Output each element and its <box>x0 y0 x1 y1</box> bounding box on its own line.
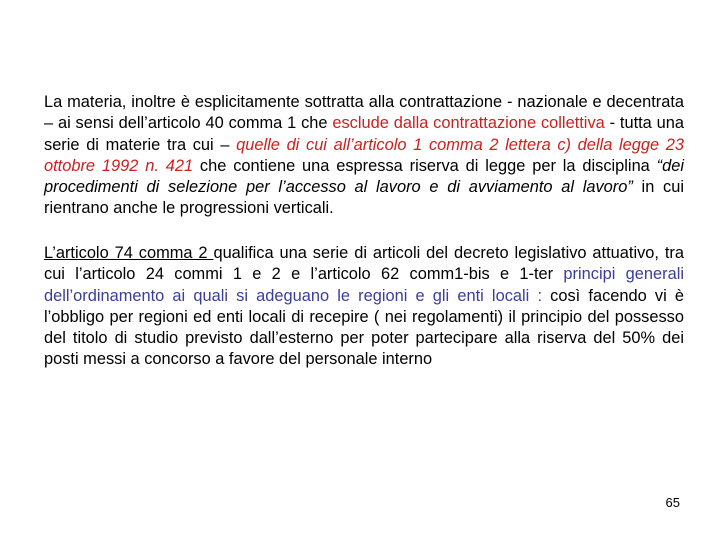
page-number: 65 <box>665 495 680 510</box>
para1-text-3: che contiene una espressa riserva di legge per la disciplina <box>193 156 657 175</box>
para2-article-heading: L’articolo 74 comma 2 <box>44 244 214 262</box>
para1-exclusion-highlight: esclude dalla contrattazione collettiva <box>332 114 605 133</box>
para1-text-1: La materia, inoltre è esplicitamente sottratta alla contrattazione - nazionale e decentrata – ai sensi dell’articolo 40 comma 1 che <box>44 93 684 133</box>
para1-text-2: - tutta una serie di materie tra cui – <box>44 114 684 154</box>
paragraph-materia <box>44 92 684 220</box>
para1-text-4: in cui rientrano anche le progressioni verticali. <box>44 178 684 218</box>
para2-text-2: così facendo vi è l’obbligo per regioni ed enti locali di recepire ( nei regolamenti) il principio del possesso del titolo di studio previsto dall’esterno per poter partecipare alla riserva del 50% dei posti messi a concorso a favore del personale interno <box>44 286 685 369</box>
para2-text-1: qualifica una serie di articoli del decreto legislativo attuativo, tra cui l’articolo 24 commi 1 e 2 e l’articolo 62 comm1-bis e 1-ter <box>44 244 684 284</box>
paragraph-articolo-74 <box>44 243 684 371</box>
para1-quote: “dei procedimenti di selezione per l’accesso al lavoro e di avviamento al lavoro” <box>44 156 684 197</box>
para2-principles-highlight: principi generali dell’ordinamento ai quali si adeguano le regioni e gli enti locali : <box>44 265 684 305</box>
para1-law-reference: quelle di cui all’articolo 1 comma 2 lettera c) della legge 23 ottobre 1992 n. 421 <box>44 135 684 175</box>
